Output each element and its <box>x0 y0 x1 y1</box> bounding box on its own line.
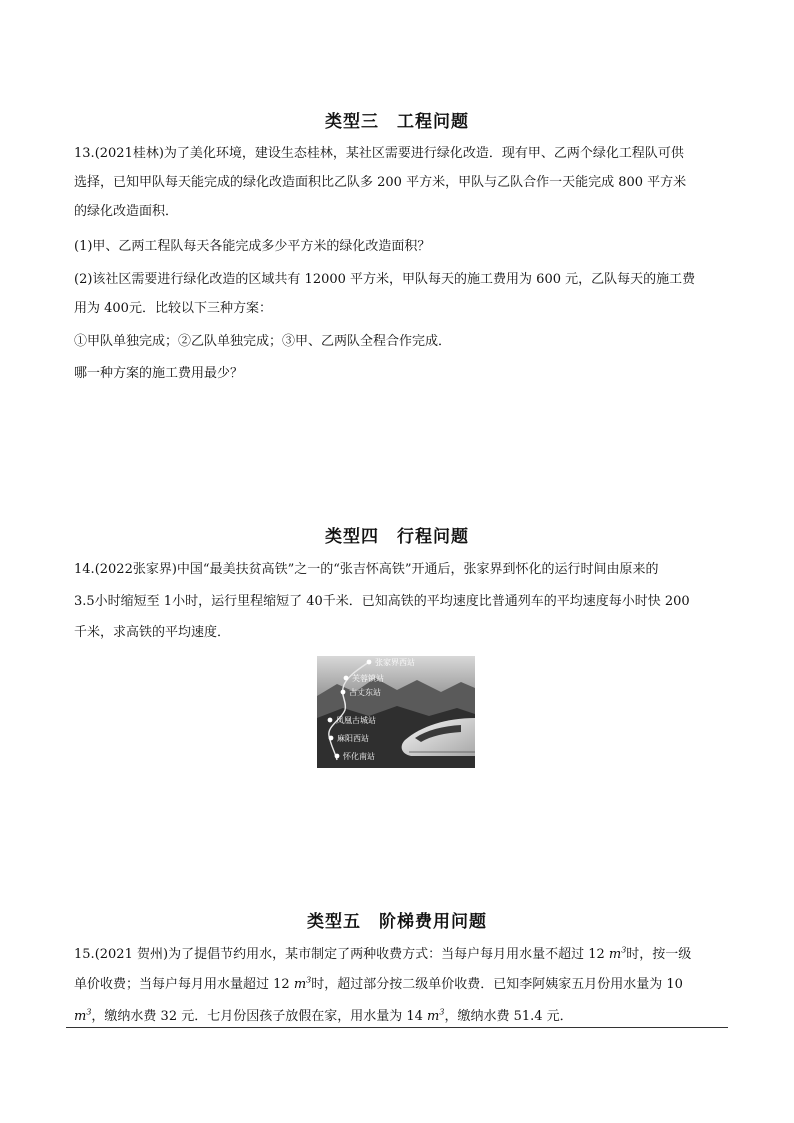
section-heading-travel: 类型四 行程问题 <box>325 527 469 547</box>
problem-source: (2021桂林) <box>94 146 164 161</box>
problem-14-line-1 <box>74 555 734 584</box>
station-label: 芙蓉镇站 <box>352 674 384 683</box>
problem-14-line-3: 千米，求高铁的平均速度． <box>74 625 231 640</box>
problem-text: 为了提倡节约用水，某市制定了两种收费方式：当每户每月用水量不超过 12 <box>168 947 609 962</box>
unit-cubic-meter <box>74 1009 91 1024</box>
problem-source: (2022张家界) <box>94 562 177 577</box>
problem-15-line-1 <box>74 940 734 969</box>
station-dot <box>329 736 334 741</box>
problem-13-line-1 <box>74 139 734 168</box>
problem-text: 时，超过部分按二级单价收费．已知李阿姨家五月份用水量为 10 <box>311 977 683 992</box>
section-heading-tiered-pricing: 类型五 阶梯费用问题 <box>307 912 487 932</box>
unit-exponent: 3 <box>86 1007 92 1017</box>
problem-text: 中国“最美扶贫高铁”之一的“张吉怀高铁”开通后，张家界到怀化的运行时间由原来的 <box>176 562 659 577</box>
unit-base: m <box>293 977 307 992</box>
unit-exponent: 3 <box>306 975 312 985</box>
unit-exponent: 3 <box>621 945 627 955</box>
problem-15-line-2 <box>74 970 734 999</box>
station-label: 张家界西站 <box>375 658 415 667</box>
problem-13-options: ①甲队单独完成；②乙队单独完成；③甲、乙两队全程合作完成． <box>74 334 452 349</box>
problem-13-line-3: 的绿化改造面积． <box>74 204 179 219</box>
problem-number: 14. <box>74 562 95 577</box>
unit-base: m <box>427 1009 440 1024</box>
problem-13-question-2-line-1: (2)该社区需要进行绿化改造的区域共有 12000 平方米，甲队每天的施工费用为 600 元，乙队每天的施工费 <box>74 272 696 287</box>
station-dot <box>367 660 372 665</box>
station-dot <box>328 718 333 723</box>
station-label: 麻阳西站 <box>337 734 369 743</box>
page-bottom-rule <box>66 1027 728 1028</box>
problem-text: 为了美化环境，建设生态桂林，某社区需要进行绿化改造．现有甲、乙两个绿化工程队可供 <box>163 146 684 161</box>
problem-13-question-1: (1)甲、乙两工程队每天各能完成多少平方米的绿化改造面积？ <box>74 239 431 254</box>
unit-base: m <box>74 1009 87 1024</box>
unit-cubic-meter <box>294 977 311 992</box>
station-dot <box>335 754 340 759</box>
unit-cubic-meter <box>609 947 626 962</box>
problem-13-final-question: 哪一种方案的施工费用最少？ <box>74 366 244 381</box>
problem-13-line-2: 选择，已知甲队每天能完成的绿化改造面积比乙队多 200 平方米，甲队与乙队合作一天能完成 800 平方米 <box>74 175 687 190</box>
station-dot <box>344 676 349 681</box>
section-heading-engineering: 类型三 工程问题 <box>325 112 469 132</box>
problem-text: 单价收费；当每户每月用水量超过 12 <box>74 977 294 992</box>
unit-exponent: 3 <box>439 1007 445 1017</box>
station-label: 凤凰古城站 <box>336 716 376 725</box>
station-label: 古丈东站 <box>349 688 381 697</box>
problem-13-question-2-line-2: 用为 400元．比较以下三种方案： <box>74 301 272 316</box>
problem-source: (2021 贺州) <box>94 947 169 962</box>
railway-route-illustration <box>317 656 475 768</box>
station-dot <box>341 690 346 695</box>
problem-text: ，缴纳水费 51.4 元． <box>444 1009 573 1024</box>
problem-text: 时，按一级 <box>626 947 692 962</box>
railway-route-photo <box>317 656 475 768</box>
problem-text: ，缴纳水费 32 元．七月份因孩子放假在家，用水量为 14 <box>91 1009 428 1024</box>
problem-number: 15. <box>74 947 95 962</box>
problem-number: 13. <box>74 146 95 161</box>
station-label: 怀化南站 <box>343 752 375 761</box>
problem-14-line-2: 3.5小时缩短至 1小时，运行里程缩短了 40千米．已知高铁的平均速度比普通列车的平均速度每小时快 200 <box>74 594 690 609</box>
unit-cubic-meter <box>427 1009 444 1024</box>
unit-base: m <box>608 947 622 962</box>
